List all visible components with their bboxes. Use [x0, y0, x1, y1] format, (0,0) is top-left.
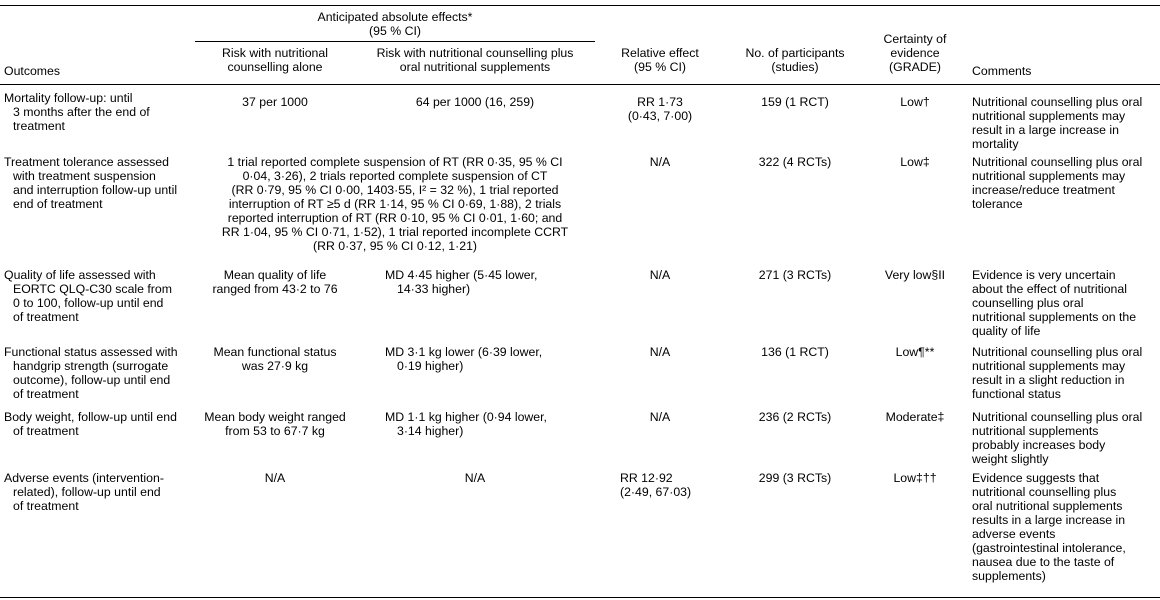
row-5-comments-line: Evidence suggests that	[972, 471, 1100, 485]
row-5-risk-alone	[195, 471, 355, 485]
row-1-comments-line: increase/reduce treatment	[972, 183, 1115, 197]
row-5-relative-line: RR 12·92	[620, 471, 673, 485]
row-0-comments-line: nutritional supplements may	[972, 109, 1126, 123]
row-3-risk-plus	[385, 345, 542, 373]
header-rule	[0, 84, 1160, 85]
row-1-comments-line: tolerance	[972, 197, 1023, 211]
header-certainty-line2: evidence	[890, 46, 940, 60]
row-4-risk-plus	[385, 410, 547, 438]
header-risk-plus-line1: Risk with nutritional counselling plus	[376, 46, 574, 60]
row-0-risk-alone	[195, 95, 355, 109]
row-3-participants: 136 (1 RCT)	[761, 345, 829, 359]
row-5-outcome-line: of treatment	[13, 499, 79, 513]
row-2-outcome-line: Quality of life assessed with	[4, 268, 156, 282]
row-5-comments-line: results in a large increase in	[972, 513, 1126, 527]
header-risk-plus-line2: oral nutritional supplements	[399, 60, 551, 74]
row-0-relative-line: (0·43, 7·00)	[627, 109, 693, 123]
row-1-participants: 322 (4 RCTs)	[758, 155, 832, 169]
row-4-relative	[595, 410, 725, 424]
row-4-risk-plus-line: 3·14 higher)	[397, 424, 464, 438]
row-2-relative-line: N/A	[649, 268, 671, 282]
row-2-risk-alone	[195, 268, 355, 296]
row-1-outcome-line: Treatment tolerance assessed	[4, 155, 169, 169]
anticipated-underline	[195, 41, 595, 42]
row-0-risk-plus-line: 64 per 1000 (16, 259)	[415, 95, 535, 109]
row-0-comments-line: mortality	[972, 137, 1019, 151]
header-relative-line1: Relative effect	[621, 46, 699, 60]
header-certainty-line3: (GRADE)	[889, 60, 941, 74]
row-4-participants: 236 (2 RCTs)	[758, 410, 832, 424]
row-3-outcome-line: outcome), follow-up until end	[13, 373, 171, 387]
row-1-combined-line: RR 1·04, 95 % CI 0·71, 1·52), 1 trial reported incomplete CCRT	[221, 225, 569, 239]
row-3-relative	[595, 345, 725, 359]
row-0-outcome-line: treatment	[13, 119, 65, 133]
row-5-comments-line: nutritional counselling plus	[972, 485, 1117, 499]
row-1-relative	[595, 155, 725, 169]
header-risk-alone-line1: Risk with nutritional	[222, 46, 328, 60]
row-2-risk-alone-line: Mean quality of life	[223, 268, 327, 282]
row-5-participants: 299 (3 RCTs)	[758, 471, 832, 485]
row-2-risk-plus-line: 14·33 higher)	[397, 282, 471, 296]
row-2-outcome	[4, 268, 172, 324]
row-0-outcome-line: 3 months after the end of	[13, 105, 150, 119]
row-2-certainty: Very low§II	[884, 268, 946, 282]
row-3-certainty: Low¶**	[895, 345, 935, 359]
header-risk-plus	[355, 46, 595, 74]
row-4-risk-alone-line: Mean body weight ranged	[204, 410, 346, 424]
row-1-relative-line: N/A	[649, 155, 671, 169]
row-2-risk-plus	[385, 268, 537, 296]
row-0-comments-line: result in a large increase in	[972, 123, 1119, 137]
row-2-comments-line: quality of life	[972, 324, 1041, 338]
row-5-comments	[972, 471, 1126, 583]
row-3-outcome-line: of treatment	[13, 387, 79, 401]
row-3-risk-alone	[195, 345, 355, 373]
row-1-combined-line: (RR 0·79, 95 % CI 0·00, 1403·55, I² = 32 %), 1 trial reported	[231, 183, 559, 197]
row-0-participants: 159 (1 RCT)	[761, 95, 829, 109]
row-3-outcome-line: handgrip strength (surrogate	[13, 359, 169, 373]
row-5-comments-line: adverse events	[972, 527, 1056, 541]
row-4-comments-line: Nutritional counselling plus oral	[972, 410, 1143, 424]
row-2-comments-line: Evidence is very uncertain	[972, 268, 1116, 282]
row-0-comments-line: Nutritional counselling plus oral	[972, 95, 1143, 109]
row-5-outcome	[4, 471, 164, 513]
row-1-certainty: Low‡	[900, 155, 930, 169]
row-2-outcome-line: EORTC QLQ-C30 scale from	[13, 282, 172, 296]
row-3-comments-line: Nutritional counselling plus oral	[972, 345, 1143, 359]
top-rule	[0, 5, 1160, 6]
header-participants	[725, 46, 865, 74]
row-0-outcome	[4, 91, 150, 133]
row-1-outcome-line: end of treatment	[13, 197, 103, 211]
bottom-rule	[0, 597, 1160, 598]
row-3-risk-plus-line: MD 3·1 kg lower (6·39 lower,	[385, 345, 543, 359]
row-4-outcome	[4, 410, 177, 438]
row-5-comments-line: supplements)	[972, 569, 1046, 583]
row-3-comments	[972, 345, 1142, 401]
row-4-relative-line: N/A	[649, 410, 671, 424]
row-2-comments-line: nutritional supplements on the	[972, 310, 1137, 324]
row-3-outcome-line: Functional status assessed with	[4, 345, 178, 359]
row-5-comments-line: (gastrointestinal intolerance,	[972, 541, 1126, 555]
header-risk-alone-line2: counselling alone	[227, 60, 323, 74]
row-1-combined-line: 0·04, 3·26), 2 trials reported complete suspension of CT	[242, 169, 548, 183]
row-1-comments-line: Nutritional counselling plus oral	[972, 155, 1143, 169]
row-4-certainty: Moderate‡	[885, 410, 945, 424]
header-comments: Comments	[972, 64, 1032, 78]
header-participants-line2: (studies)	[771, 60, 819, 74]
row-2-risk-alone-line: ranged from 43·2 to 76	[212, 282, 338, 296]
row-4-comments-line: weight slightly	[972, 452, 1049, 466]
row-5-certainty: Low‡††	[893, 471, 937, 485]
row-2-risk-plus-line: MD 4·45 higher (5·45 lower,	[385, 268, 538, 282]
row-5-risk-plus	[355, 471, 595, 485]
row-4-comments-line: nutritional supplements	[972, 424, 1099, 438]
row-3-comments-line: nutritional supplements may	[972, 359, 1126, 373]
row-2-relative	[595, 268, 725, 282]
row-5-relative-line: (2·49, 67·03)	[620, 485, 692, 499]
row-3-comments-line: functional status	[972, 387, 1061, 401]
row-3-risk-plus-line: 0·19 higher)	[397, 359, 464, 373]
row-5-relative	[620, 471, 691, 499]
row-0-risk-plus	[355, 95, 595, 109]
row-1-outcome-line: with treatment suspension	[13, 169, 156, 183]
row-1-outcome-line: and interruption follow-up until	[13, 183, 178, 197]
row-2-comments-line: about the effect of nutritional	[972, 282, 1127, 296]
row-5-risk-alone-line: N/A	[264, 471, 286, 485]
row-4-outcome-line: Body weight, follow-up until end	[4, 410, 177, 424]
row-1-combined-line: interruption of RT ≥5 d (RR 1·14, 95 % CI 0·69, 1·88), 2 trials	[228, 197, 562, 211]
row-1-combined-line: (RR 0·37, 95 % CI 0·12, 1·21)	[312, 239, 478, 253]
row-0-certainty: Low†	[900, 95, 930, 109]
row-3-risk-alone-line: Mean functional status	[213, 345, 337, 359]
header-certainty-line1: Certainty of	[883, 32, 947, 46]
row-2-outcome-line: 0 to 100, follow-up until end	[13, 296, 164, 310]
header-participants-line1: No. of participants	[745, 46, 845, 60]
row-1-combined-line: 1 trial reported complete suspension of RT (RR 0·35, 95 % CI	[227, 155, 563, 169]
row-0-relative	[595, 95, 725, 123]
row-0-relative-line: RR 1·73	[637, 95, 683, 109]
row-0-comments	[972, 95, 1142, 151]
header-anticipated-line2: (95 % CI)	[369, 24, 421, 38]
row-4-outcome-line: of treatment	[13, 424, 79, 438]
row-0-outcome-line: Mortality follow-up: until	[4, 91, 133, 105]
row-5-outcome-line: Adverse events (intervention-	[4, 471, 164, 485]
header-outcomes: Outcomes	[4, 64, 61, 78]
header-certainty	[865, 32, 965, 74]
row-4-comments-line: probably increases body	[972, 438, 1106, 452]
row-5-outcome-line: related), follow-up until end	[13, 485, 161, 499]
row-4-risk-alone	[195, 410, 355, 438]
row-4-risk-alone-line: from 53 to 67·7 kg	[225, 424, 325, 438]
row-5-comments-line: oral nutritional supplements	[972, 499, 1123, 513]
header-anticipated-line1: Anticipated absolute effects*	[317, 10, 473, 24]
row-1-combined-effects	[195, 155, 595, 253]
row-2-outcome-line: of treatment	[13, 310, 79, 324]
header-risk-alone	[195, 46, 355, 74]
row-4-comments	[972, 410, 1142, 466]
row-1-outcome	[4, 155, 177, 211]
row-3-outcome	[4, 345, 178, 401]
header-anticipated	[195, 10, 595, 38]
header-relative	[595, 46, 725, 74]
header-relative-line2: (95 % CI)	[634, 60, 686, 74]
row-4-risk-plus-line: MD 1·1 kg higher (0·94 lower,	[385, 410, 547, 424]
row-2-comments	[972, 268, 1136, 338]
row-5-comments-line: nausea due to the taste of	[972, 555, 1115, 569]
row-0-risk-alone-line: 37 per 1000	[242, 95, 308, 109]
row-3-relative-line: N/A	[649, 345, 671, 359]
row-1-comments	[972, 155, 1142, 211]
row-2-comments-line: counselling plus oral	[972, 296, 1084, 310]
row-5-risk-plus-line: N/A	[464, 471, 486, 485]
row-2-participants: 271 (3 RCTs)	[758, 268, 832, 282]
row-1-combined-line: reported interruption of RT (RR 0·10, 95 % CI 0·01, 1·60; and	[227, 211, 563, 225]
row-3-risk-alone-line: was 27·9 kg	[241, 359, 309, 373]
row-3-comments-line: result in a slight reduction in	[972, 373, 1125, 387]
row-1-comments-line: nutritional supplements may	[972, 169, 1126, 183]
